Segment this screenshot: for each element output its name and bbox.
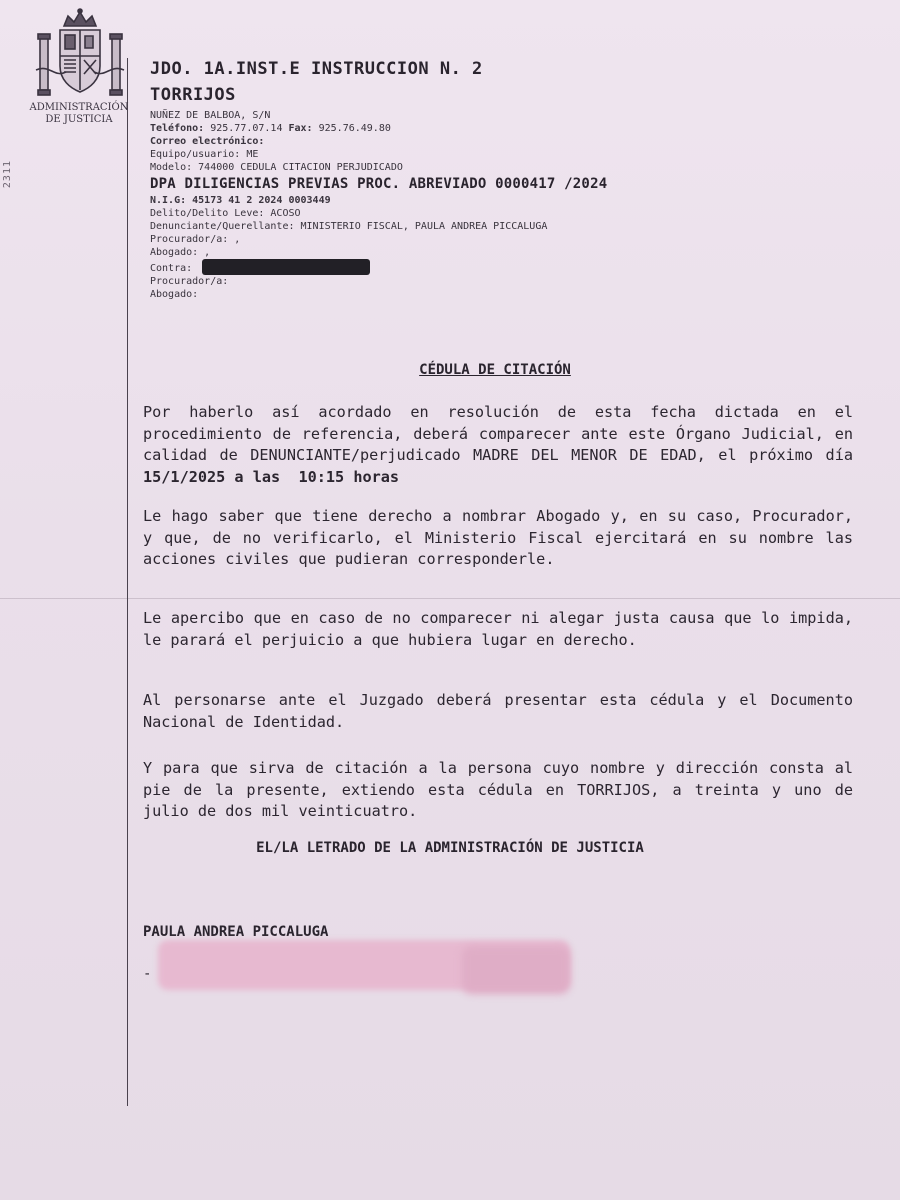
court-phone-fax (150, 122, 870, 135)
signature-title: EL/LA LETRADO DE LA ADMINISTRACIÓN DE JUSTICIA (256, 840, 644, 856)
abogado2-line: Abogado: (150, 289, 199, 300)
delito-line: Delito/Delito Leve: ACOSO (150, 208, 301, 219)
paragraph-documents: Al personarse ante el Juzgado deberá presentar esta cédula y el Documento Nacional de Identidad. (143, 691, 853, 731)
fax-label: Fax: (288, 123, 313, 134)
document-title: CÉDULA DE CITACIÓN (419, 362, 571, 378)
citation-date: 15/1/2025 a las (143, 467, 281, 486)
recipient-name: PAULA ANDREA PICCALUGA (143, 924, 329, 940)
contra-label: Contra: (150, 263, 193, 274)
recipient-address: - (143, 966, 152, 982)
citation-time: 10:15 horas (298, 467, 400, 486)
contra-line (150, 259, 870, 275)
court-name: JDO. 1A.INST.E INSTRUCCION N. 2 (150, 59, 483, 79)
citation-text: Por haberlo así acordado en resolución de esta fecha dictada en el procedimiento de referencia, deberá comparecer ante este Órgano Judicial, en calidad de DENUNCIANTE/perjudicado MADRE DEL MENOR DE EDAD, el próximo día (143, 403, 853, 464)
procurador2-line: Procurador/a: (150, 276, 229, 287)
phone-value: 925.77.07.14 (210, 123, 283, 134)
court-details (150, 109, 870, 174)
paragraph-citation (143, 402, 853, 488)
margin-code: 2311 (2, 160, 13, 189)
abogado-line: Abogado: , (150, 247, 211, 258)
fax-value: 925.76.49.80 (318, 123, 391, 134)
denunciante-line: Denunciante/Querellante: MINISTERIO FISCAL, PAULA ANDREA PICCALUGA (150, 221, 548, 232)
phone-label: Teléfono: (150, 123, 205, 134)
coat-of-arms-icon (30, 8, 130, 106)
court-city: TORRIJOS (150, 85, 236, 105)
emblem-label-line2: DE JUSTICIA (45, 114, 113, 125)
modelo-line: Modelo: 744000 CEDULA CITACION PERJUDICADO (150, 162, 403, 173)
redaction-blur-secondary (462, 946, 570, 994)
paper-fold-line (0, 598, 900, 599)
paragraph-warning: Le apercibo que en caso de no comparecer ni alegar justa causa que lo impida, le parará el perjuicio a que hubiera lugar en derecho. (143, 609, 853, 649)
court-header (150, 58, 870, 301)
procurador-line: Procurador/a: , (150, 234, 241, 245)
nig-line: N.I.G: 45173 41 2 2024 0003449 (150, 195, 331, 206)
equipo-line: Equipo/usuario: ME (150, 149, 259, 160)
paragraph-rights: Le hago saber que tiene derecho a nombrar Abogado y, en su caso, Procurador, y que, de no verificarlo, el Ministerio Fiscal ejercitará en su nombre las acciones civiles que pudieran corresponderle. (143, 507, 853, 568)
email-label: Correo electrónico: (150, 136, 265, 147)
margin-rule (127, 58, 128, 1106)
case-details (150, 194, 870, 301)
paragraph-closing: Y para que sirva de citación a la persona cuyo nombre y dirección consta al pie de la presente, extiendo esta cédula en TORRIJOS, a treinta y uno de julio de dos mil veinticuatro. (143, 759, 853, 820)
case-number: DPA DILIGENCIAS PREVIAS PROC. ABREVIADO 0000417 /2024 (150, 176, 608, 192)
emblem-label-line1: ADMINISTRACIÓN (29, 102, 129, 113)
emblem-label (20, 102, 138, 126)
court-address: NUÑEZ DE BALBOA, S/N (150, 110, 271, 121)
redaction-bar (202, 259, 370, 275)
